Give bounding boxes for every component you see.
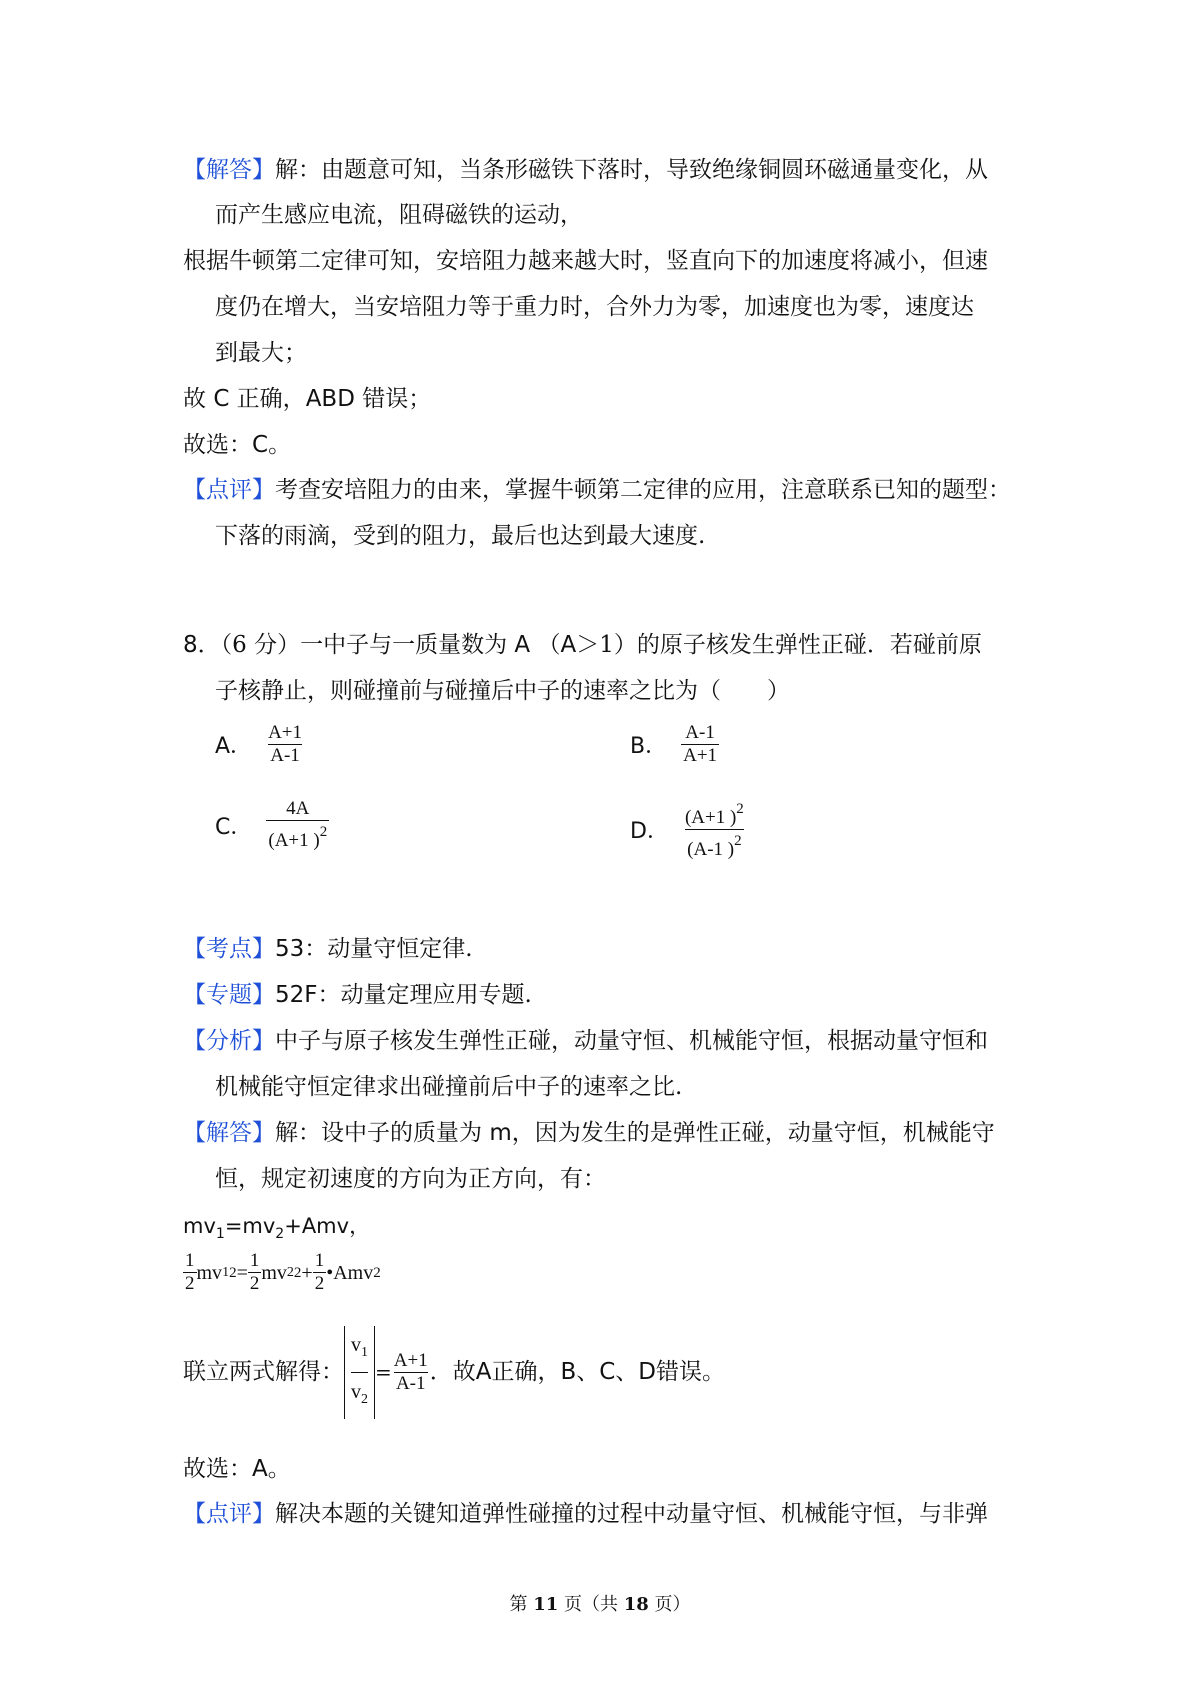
- numerator: 1: [314, 1250, 325, 1271]
- denominator: 2: [185, 1273, 195, 1294]
- equation-2: [183, 1250, 381, 1295]
- text: 故选：: [183, 1456, 252, 1482]
- eq-part: •: [326, 1261, 334, 1284]
- half-fraction: [248, 1250, 262, 1295]
- denominator: 2: [314, 1273, 325, 1294]
- text: A: [475, 1359, 492, 1385]
- jieda-line-2: 而产生感应电流，阻碍磁铁的运动，: [215, 202, 583, 228]
- fraction: [681, 722, 719, 767]
- eq-part: +Amv: [284, 1214, 350, 1238]
- fraction: [266, 798, 329, 852]
- text: ：动量定理应用专题.: [317, 982, 532, 1008]
- text: A: [514, 632, 531, 658]
- text: 第: [509, 1594, 534, 1615]
- numerator: [683, 798, 746, 829]
- text: 故选：: [183, 432, 252, 458]
- text: 正确，: [229, 386, 306, 412]
- subscript: 1: [361, 1344, 368, 1360]
- kaodian-line: [183, 934, 473, 964]
- exponent: 2: [319, 824, 328, 840]
- text: 错误。: [656, 1359, 725, 1385]
- dianping-text: 考查安培阻力的由来，掌握牛顿第二定律的应用，注意联系已知的题型：: [275, 477, 1011, 503]
- dianping-line-2: 下落的雨滴，受到的阻力，最后也达到最大速度.: [215, 523, 706, 549]
- text: B、C、D: [560, 1359, 656, 1385]
- eq-part: mv: [261, 1261, 287, 1284]
- zhuanti-tag: 【专题】: [183, 982, 275, 1008]
- denominator: [351, 1372, 368, 1413]
- text: A: [560, 632, 577, 658]
- text: 。: [267, 1456, 291, 1482]
- exponent: 2: [736, 801, 744, 817]
- half-fraction: [313, 1250, 327, 1295]
- dianping2-line: [183, 1499, 988, 1529]
- option-letter: A．: [215, 734, 253, 759]
- numerator-text: (A+1 ): [684, 807, 737, 828]
- dianping-line-1: [183, 475, 1011, 505]
- numerator: [351, 1332, 368, 1372]
- option-letter: B．: [630, 734, 668, 759]
- jieda-text: 解：由题意可知，当条形磁铁下落时，导致绝缘铜圆环磁通量变化，从: [275, 157, 988, 183]
- jieda-tag: 【解答】: [183, 1120, 275, 1146]
- fenxi-line-2: 机械能守恒定律求出碰撞前后中子的速率之比.: [215, 1074, 683, 1100]
- zhuanti-line: [183, 980, 532, 1010]
- eq-part: =: [236, 1261, 248, 1284]
- question-number: 8．: [183, 632, 221, 658]
- question-line-1: [183, 630, 982, 660]
- text: ，因为发生的是弹性正碰，动量守恒，机械能守: [511, 1120, 995, 1146]
- kaodian-tag: 【考点】: [183, 936, 275, 962]
- paragraph-line: 根据牛顿第二定律可知，安培阻力越来越大时，竖直向下的加速度将减小，但速: [183, 248, 988, 274]
- fraction: [683, 798, 746, 861]
- answer: A: [252, 1456, 268, 1482]
- text: 正确，: [491, 1359, 561, 1385]
- text: ．故: [429, 1359, 476, 1385]
- eq-part: Amv: [333, 1261, 374, 1284]
- numerator: 4A: [286, 798, 310, 819]
- eq-part: =mv: [224, 1214, 276, 1238]
- exponent: 2: [229, 1264, 237, 1281]
- jieda-line-1: [183, 155, 988, 185]
- numerator: 1: [249, 1250, 260, 1271]
- text: 解决本题的关键知道弹性碰撞的过程中动量守恒、机械能守恒，与非弹: [275, 1501, 988, 1527]
- denominator: [266, 820, 329, 852]
- jieda-tag: 【解答】: [183, 157, 275, 183]
- answer-line: [183, 1454, 291, 1484]
- numerator: A+1: [393, 1349, 428, 1371]
- text: ：动量守恒定律.: [304, 936, 473, 962]
- page-footer: [0, 1590, 1200, 1616]
- numerator: A-1: [685, 722, 715, 743]
- code: 53: [275, 936, 305, 962]
- answer-line: [183, 430, 291, 460]
- answer: C: [252, 432, 269, 458]
- half-fraction: [183, 1250, 197, 1295]
- subscript: 2: [275, 1226, 285, 1242]
- option-letter: C．: [215, 814, 253, 840]
- text: C: [213, 386, 230, 412]
- option-letter: D．: [630, 819, 669, 844]
- dianping-tag: 【点评】: [183, 477, 275, 503]
- subscript: 1: [215, 1226, 225, 1242]
- denominator: A+1: [683, 745, 718, 766]
- text: 页）: [648, 1594, 691, 1615]
- conclusion-line: [183, 384, 431, 414]
- result-fraction: [392, 1350, 430, 1395]
- text: （: [530, 632, 561, 658]
- text: 中子与原子核发生弹性正碰，动量守恒、机械能守恒，根据动量守恒和: [275, 1028, 988, 1054]
- exponent: 2: [373, 1264, 381, 1281]
- subscript: 1: [222, 1264, 230, 1280]
- option-a: [215, 722, 304, 767]
- option-c: [215, 798, 329, 852]
- text: ＞1）的原子核发生弹性正碰．若碰前原: [576, 632, 982, 658]
- code: 52F: [275, 982, 318, 1008]
- text: m: [489, 1120, 512, 1146]
- text: 联立两式解得：: [183, 1359, 344, 1385]
- subscript: 2: [361, 1391, 368, 1407]
- text: ABD: [305, 386, 355, 412]
- fraction: [266, 722, 304, 767]
- fenxi-line-1: [183, 1026, 988, 1056]
- option-d: [630, 798, 746, 861]
- eq-part: mv: [183, 1214, 216, 1238]
- text: 解：设中子的质量为: [275, 1120, 490, 1146]
- var: v: [351, 1380, 361, 1403]
- fenxi-tag: 【分析】: [183, 1028, 275, 1054]
- dianping-tag: 【点评】: [183, 1501, 275, 1527]
- denominator: A-1: [270, 745, 300, 766]
- exponent: 2: [734, 833, 742, 849]
- denominator: 2: [249, 1273, 260, 1294]
- text: 故: [183, 386, 214, 412]
- lianli-line: [183, 1322, 725, 1422]
- text: （6 分）一中子与一质量数为: [220, 632, 515, 658]
- subscript: 2: [286, 1264, 294, 1280]
- absolute-ratio: [344, 1326, 375, 1419]
- eq-part: +: [301, 1261, 313, 1284]
- question-line-2: 子核静止，则碰撞前与碰撞后中子的速率之比为（ ）: [215, 678, 790, 704]
- eq-part: =: [375, 1360, 392, 1384]
- jieda2-line-1: [183, 1118, 995, 1148]
- page-total: 18: [623, 1594, 649, 1615]
- eq-part: ，: [349, 1214, 371, 1238]
- option-b: [630, 722, 719, 767]
- eq-part: mv: [196, 1261, 223, 1284]
- text: 。: [268, 432, 292, 458]
- paragraph-line: 度仍在增大，当安培阻力等于重力时，合外力为零，加速度也为零，速度达: [215, 294, 974, 320]
- page-number: 11: [533, 1594, 559, 1615]
- text: 页（共: [558, 1594, 624, 1615]
- equation-1: [183, 1211, 370, 1249]
- text: 错误；: [354, 386, 432, 412]
- denominator: A-1: [395, 1372, 426, 1394]
- denominator-text: (A+1 ): [268, 830, 320, 851]
- numerator: 1: [185, 1250, 195, 1271]
- numerator: A+1: [268, 722, 302, 743]
- paragraph-line: 到最大；: [215, 340, 307, 366]
- denominator-text: (A-1 ): [687, 839, 735, 860]
- exponent: 2: [293, 1264, 302, 1281]
- var: v: [351, 1333, 361, 1356]
- jieda2-line-2: 恒，规定初速度的方向为正方向，有：: [215, 1166, 606, 1192]
- denominator: [685, 829, 743, 861]
